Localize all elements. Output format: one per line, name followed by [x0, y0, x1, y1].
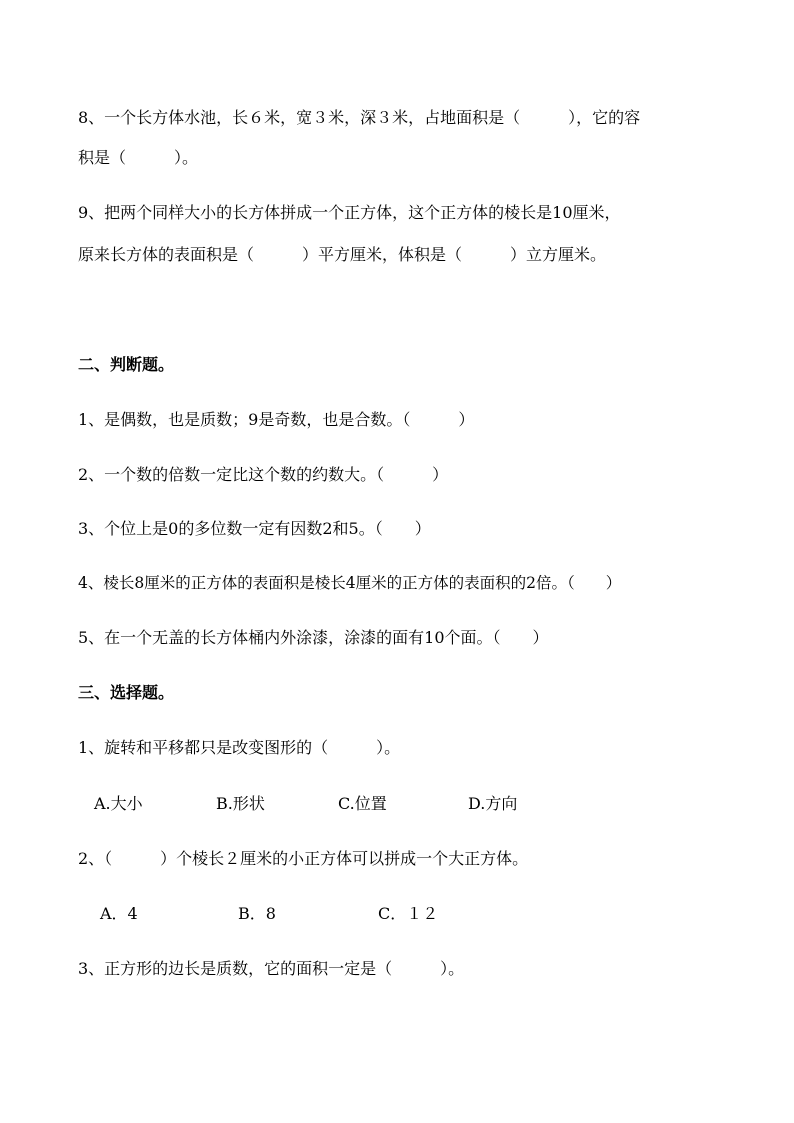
question-9-line-1: 9、把两个同样大小的长方体拼成一个正方体，这个正方体的棱长是10厘米， [78, 203, 621, 222]
choice-q1-option-d: D.方向 [468, 794, 518, 813]
choice-q1-option-c: C.位置 [338, 794, 387, 813]
question-8-line-1: 8、一个长方体水池，长６米，宽３米，深３米，占地面积是（ ），它的容 [78, 108, 641, 127]
choice-section-heading: 三、选择题。 [78, 683, 175, 702]
judgment-item-4: 4、棱长8厘米的正方体的表面积是棱长4厘米的正方体的表面积的2倍。（ ） [78, 574, 622, 592]
choice-question-1: 1、旋转和平移都只是改变图形的（ ）。 [78, 738, 401, 757]
question-8-line-2: 积是（ ）。 [78, 148, 199, 167]
choice-question-3: 3、正方形的边长是质数，它的面积一定是（ ）。 [78, 959, 465, 978]
choice-q2-option-b: B．8 [238, 904, 276, 923]
judgment-item-5: 5、在一个无盖的长方体桶内外涂漆，涂漆的面有10个面。（ ） [78, 628, 549, 647]
judgment-item-2: 2、一个数的倍数一定比这个数的约数大。（ ） [78, 465, 449, 484]
question-9-line-2: 原来长方体的表面积是（ ）平方厘米，体积是（ ）立方厘米。 [78, 245, 607, 264]
choice-q1-option-a: A.大小 [94, 794, 143, 813]
judgment-section-heading: 二、判断题。 [78, 355, 175, 374]
choice-q1-option-b: B.形状 [216, 794, 265, 813]
choice-question-2: 2、（ ）个棱长２厘米的小正方体可以拼成一个大正方体。 [78, 849, 529, 868]
choice-q2-option-a: A．4 [100, 904, 138, 923]
choice-q2-option-c: C．１２ [378, 904, 439, 923]
judgment-item-3: 3、个位上是0的多位数一定有因数2和5。（ ） [78, 519, 431, 538]
judgment-item-1: 1、是偶数，也是质数；9是奇数，也是合数。（ ） [78, 410, 475, 429]
